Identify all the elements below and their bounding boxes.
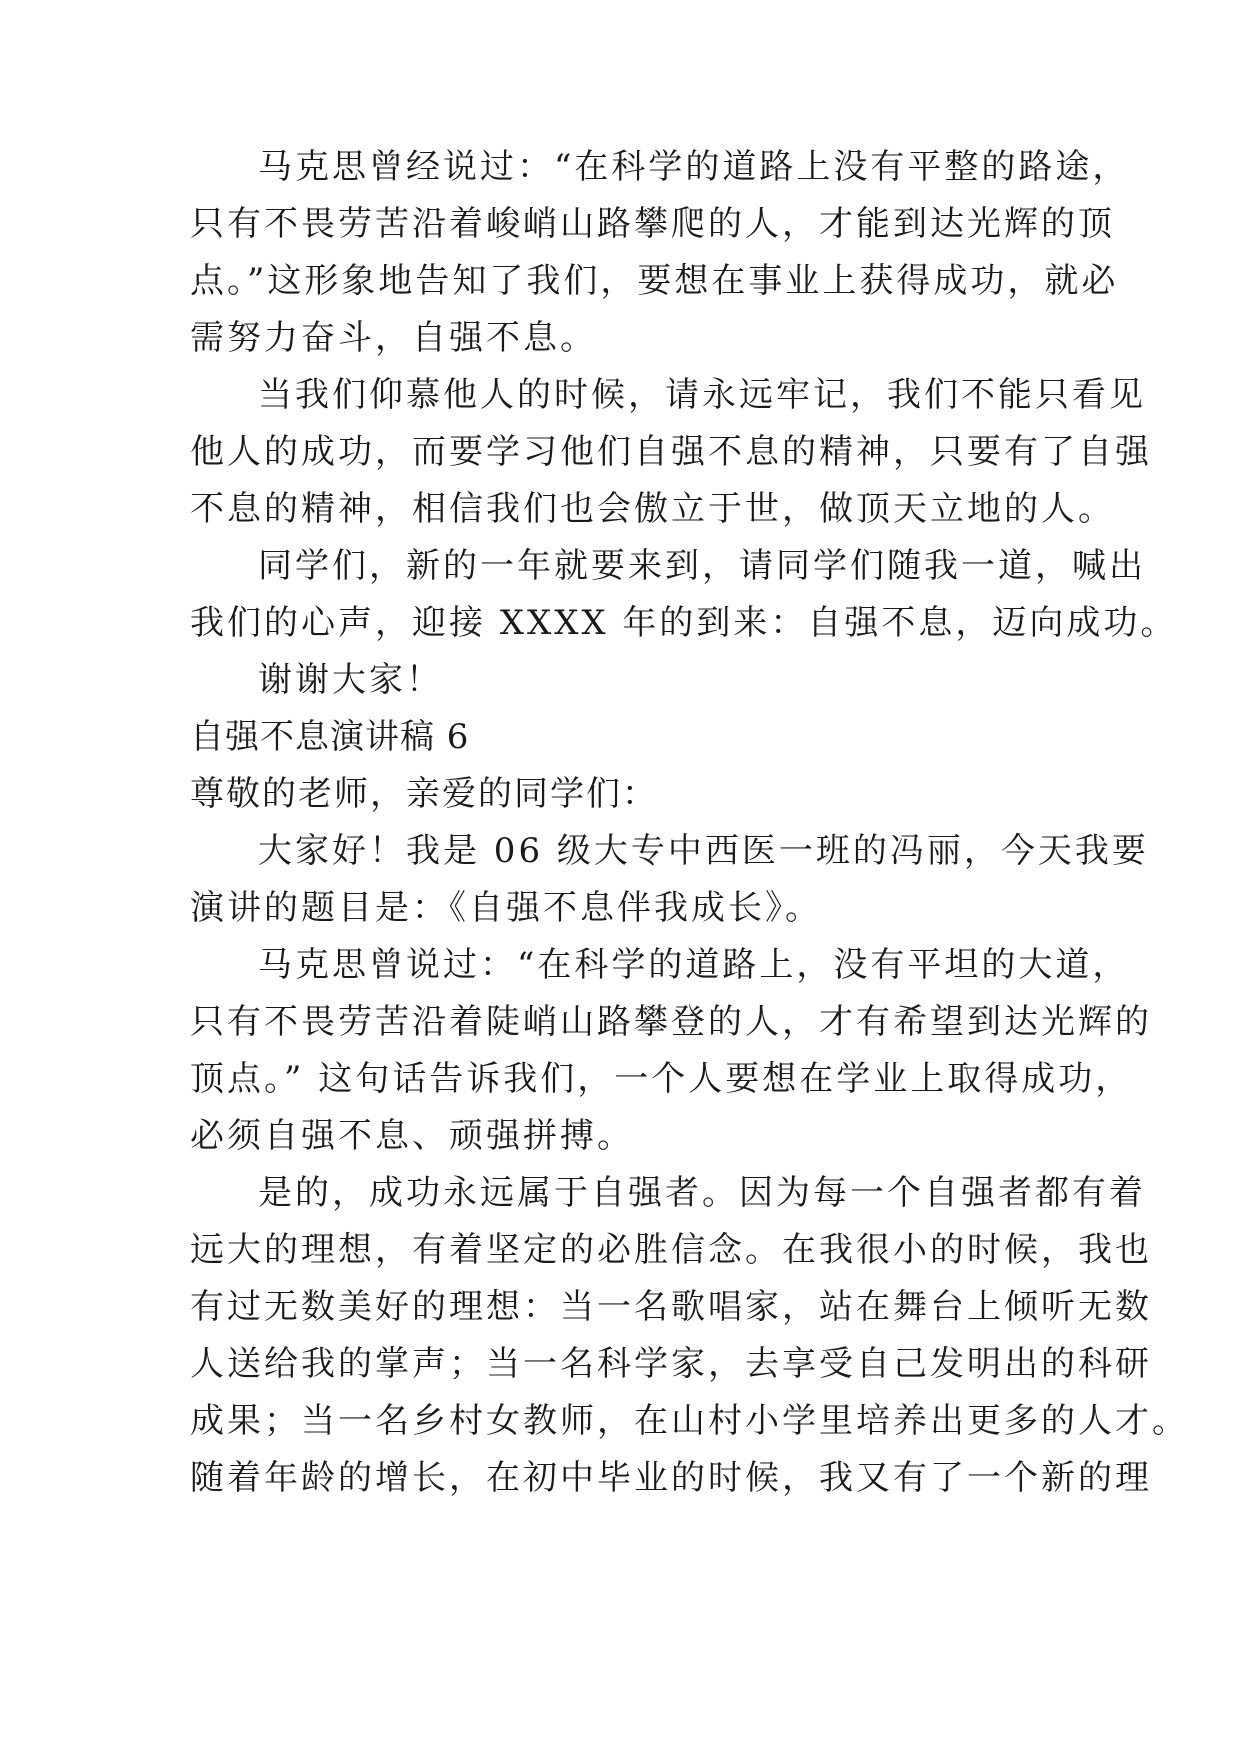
body-line: 我们的心声，迎接 XXXX 年的到来：自强不息，迈向成功。 bbox=[190, 603, 1178, 643]
body-line: 马克思曾经说过：“在科学的道路上没有平整的路途， bbox=[258, 147, 1130, 187]
body-line: 有过无数美好的理想：当一名歌唱家，站在舞台上倾听无数 bbox=[190, 1287, 1152, 1327]
body-line: 当我们仰慕他人的时候，请永远牢记，我们不能只看见 bbox=[258, 375, 1146, 415]
body-line: 他人的成功，而要学习他们自强不息的精神，只要有了自强 bbox=[190, 432, 1152, 472]
body-line: 谢谢大家！ bbox=[258, 660, 443, 700]
body-line: 顶点。” 这句话告诉我们，一个人要想在学业上取得成功， bbox=[190, 1059, 1133, 1099]
body-line: 人送给我的掌声；当一名科学家，去享受自己发明出的科研 bbox=[190, 1344, 1152, 1384]
salutation-line: 尊敬的老师，亲爱的同学们： bbox=[190, 774, 658, 814]
body-line: 大家好！我是 06 级大专中西医一班的冯丽，今天我要 bbox=[258, 831, 1149, 871]
body-line: 只有不畏劳苦沿着峻峭山路攀爬的人，才能到达光辉的顶 bbox=[190, 204, 1115, 244]
section-heading: 自强不息演讲稿 6 bbox=[190, 717, 470, 757]
body-line: 点。”这形象地告知了我们，要想在事业上获得成功，就必 bbox=[190, 261, 1119, 301]
body-line: 同学们，新的一年就要来到，请同学们随我一道，喊出 bbox=[258, 546, 1146, 586]
body-line: 只有不畏劳苦沿着陡峭山路攀登的人，才有希望到达光辉的 bbox=[190, 1002, 1152, 1042]
body-line: 必须自强不息、顽强拼搏。 bbox=[190, 1116, 634, 1156]
body-line: 是的，成功永远属于自强者。因为每一个自强者都有着 bbox=[258, 1173, 1146, 1213]
body-line: 马克思曾说过：“在科学的道路上，没有平坦的大道， bbox=[258, 945, 1130, 985]
body-line: 不息的精神，相信我们也会傲立于世，做顶天立地的人。 bbox=[190, 489, 1115, 529]
body-line: 需努力奋斗，自强不息。 bbox=[190, 318, 597, 358]
body-line: 演讲的题目是：《自强不息伴我成长》。 bbox=[190, 888, 822, 928]
body-line: 随着年龄的增长，在初中毕业的时候，我又有了一个新的理 bbox=[190, 1458, 1152, 1498]
body-line: 远大的理想，有着坚定的必胜信念。在我很小的时候，我也 bbox=[190, 1230, 1152, 1270]
body-line: 成果；当一名乡村女教师，在山村小学里培养出更多的人才。 bbox=[190, 1401, 1189, 1441]
